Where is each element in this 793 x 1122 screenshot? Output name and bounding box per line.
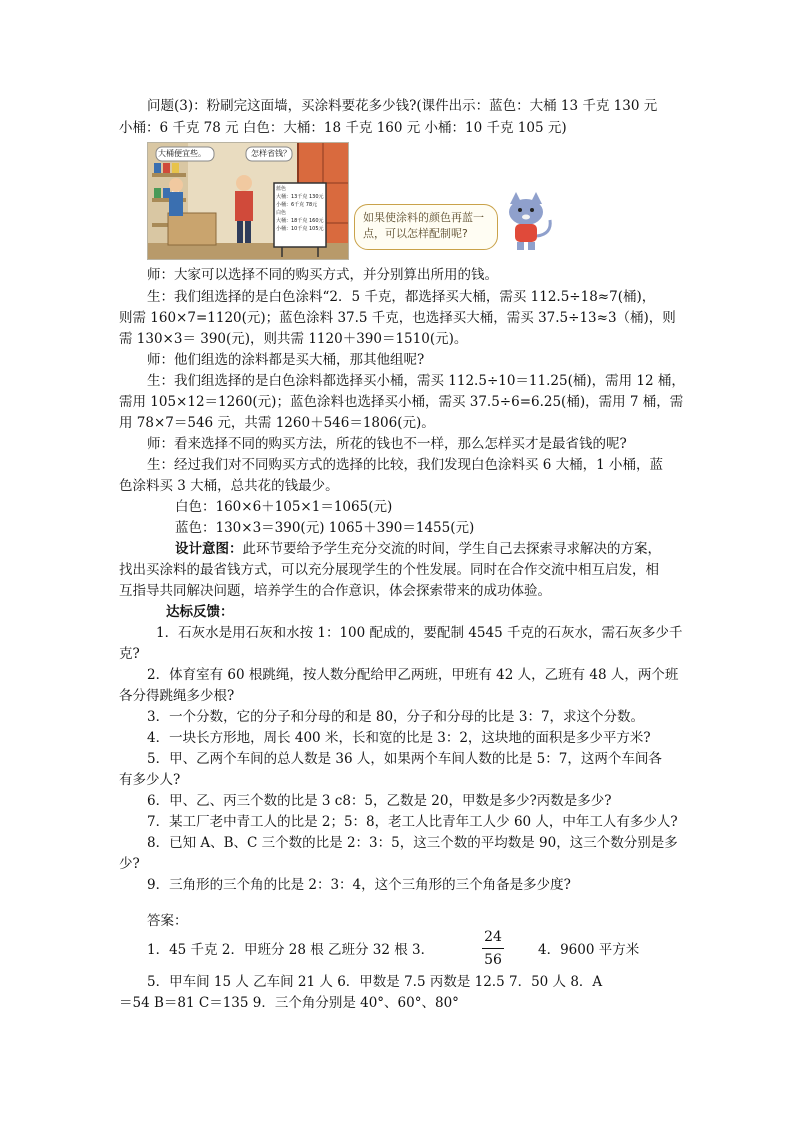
exercise-3: 3．一个分数，它的分子和分母的和是 80，分子和分母的比是 3：7，求这个分数。 [147, 709, 645, 725]
student-answer-3-line-1: 生：经过我们对不同购买方式的选择的比较，我们发现白色涂料买 6 大桶，1 小桶，蓝 [147, 457, 664, 473]
answers-line-1-end: 4．9600 平方米 [538, 942, 640, 958]
teacher-line: 师：看来选择不同的购买方法，所花的钱也不一样，那么怎样买才是最省钱的呢? [147, 436, 627, 452]
exercise-1-line-1: 1．石灰水是用石灰和水按 1：100 配成的，要配制 4545 千克的石灰水，需石灰多少千 [156, 625, 683, 641]
exercise-6: 6．甲、乙、丙三个数的比是 3 c8：5，乙数是 20，甲数是多少?丙数是多少? [147, 793, 612, 809]
answer-3-fraction [482, 928, 504, 969]
price-board-row: 白色 [276, 210, 287, 216]
answers-heading: 答案： [147, 913, 188, 929]
problem-3-line-1: 问题(3)：粉刷完这面墙，买涂料要花多少钱?(课件出示：蓝色：大桶 13 千克 130 元 [147, 98, 658, 114]
price-board-row: 大桶：18千克 160元 [276, 218, 324, 224]
design-intent-line-1 [175, 539, 661, 559]
exercise-7: 7．某工厂老中青工人的比是 2；5：8，老工人比青年工人少 60 人，中年工人有多少人? [147, 814, 678, 830]
fraction-denominator: 56 [484, 952, 502, 968]
design-intent-label: 设计意图： [175, 541, 243, 557]
answers-line-3: ＝54 B＝81 C＝135 9．三个角分别是 40°、60°、80° [119, 995, 459, 1011]
speech-bubble-right: 怎样省钱？ [251, 149, 291, 158]
price-board-title: 蓝色 [276, 186, 287, 192]
exercise-5-line-2: 有多少人? [119, 772, 181, 788]
price-board-row: 小桶：6千克 78元 [276, 202, 318, 208]
speech-bubble-left: 大桶便宜些。 [158, 149, 206, 158]
student-answer-1-line-1: 生：我们组选择的是白色涂料“2．5 千克，都选择买大桶，需买 112.5÷18≈7(桶)， [147, 289, 656, 305]
price-board-row: 小桶：10千克 105元 [276, 226, 324, 232]
cat-speech-bubble [354, 204, 498, 250]
student-answer-2-line-3: 用 78×7＝546 元，共需 1260＋546＝1806(元)。 [119, 415, 435, 431]
student-answer-3-line-2: 色涂料买 3 大桶，总共花的钱最少。 [119, 478, 339, 494]
price-board [276, 185, 326, 233]
exercise-2-line-2: 各分得跳绳多少根? [119, 688, 235, 704]
price-board-row: 大桶：13千克 130元 [276, 194, 324, 200]
exercise-8-line-2: 少? [119, 856, 140, 872]
student-answer-1-line-2: 则需 160×7=1120(元)；蓝色涂料 37.5 千克，也选择买大桶，需买 37.5÷13≈3（桶)，则 [119, 310, 676, 326]
cat-question-text: 如果使涂料的颜色再蓝一点，可以怎样配制呢? [363, 211, 484, 240]
design-intent-line-3: 互指导共同解决问题，培养学生的合作意识，体会探索带来的成功体验。 [119, 583, 551, 599]
answers-line-1: 1．45 千克 2．甲班分 28 根 乙班分 32 根 3． [147, 942, 435, 958]
student-answer-2-line-2: 需用 105×12＝1260(元)；蓝色涂料也选择买小桶，需买 37.5÷6=6.25(桶)，需用 7 桶，需 [119, 394, 684, 410]
exercise-4: 4．一块长方形地，周长 400 米，长和宽的比是 3：2，这块地的面积是多少平方米? [147, 730, 651, 746]
teacher-line: 师：大家可以选择不同的购买方式，并分别算出所用的钱。 [147, 267, 498, 283]
white-paint-calculation: 白色：160×6＋105×1＝1065(元) [175, 499, 393, 515]
teacher-line: 师：他们组选的涂料都是买大桶，那其他组呢? [147, 352, 425, 368]
student-answer-1-line-3: 需 130×3＝ 390(元)，则共需 1120＋390＝1510(元)。 [119, 331, 468, 347]
exercise-2-line-1: 2．体育室有 60 根跳绳，按人数分配给甲乙两班，甲班有 42 人，乙班有 48 人，两个班 [147, 667, 679, 683]
student-answer-2-line-1: 生：我们组选择的是白色涂料都选择买小桶，需买 112.5÷10＝11.25(桶)，需用 12 桶， [147, 373, 685, 389]
feedback-heading: 达标反馈： [166, 604, 234, 620]
paint-shop-illustration [147, 142, 349, 260]
problem-3-line-2: 小桶：6 千克 78 元 白色：大桶：18 千克 160 元 小桶：10 千克 105 元) [119, 120, 567, 136]
exercise-8-line-1: 8．已知 A、B、C 三个数的比是 2：3：5，这三个数的平均数是 90，这三个数分别是多 [147, 835, 678, 851]
design-intent-line-2: 找出买涂料的最省钱方式，可以充分展现学生的个性发展。同时在合作交流中相互启发，相 [119, 562, 659, 578]
exercise-5-line-1: 5．甲、乙两个车间的总人数是 36 人，如果两个车间人数的比是 5：7，这两个车间各 [147, 751, 662, 767]
exercise-9: 9．三角形的三个角的比是 2：3：4，这个三角形的三个角备是多少度? [147, 877, 571, 893]
fraction-bar [482, 948, 504, 949]
answers-line-2: 5．甲车间 15 人 乙车间 21 人 6．甲数是 7.5 丙数是 12.5 7．50 人 8．A [147, 974, 603, 990]
fraction-numerator: 24 [484, 929, 502, 945]
design-intent-text: 此环节要给予学生充分交流的时间，学生自己去探索寻求解决的方案， [242, 541, 661, 557]
exercise-1-line-2: 克? [119, 646, 140, 662]
cat-mascot [496, 190, 560, 252]
blue-paint-calculation: 蓝色：130×3＝390(元) 1065＋390＝1455(元) [175, 520, 475, 536]
